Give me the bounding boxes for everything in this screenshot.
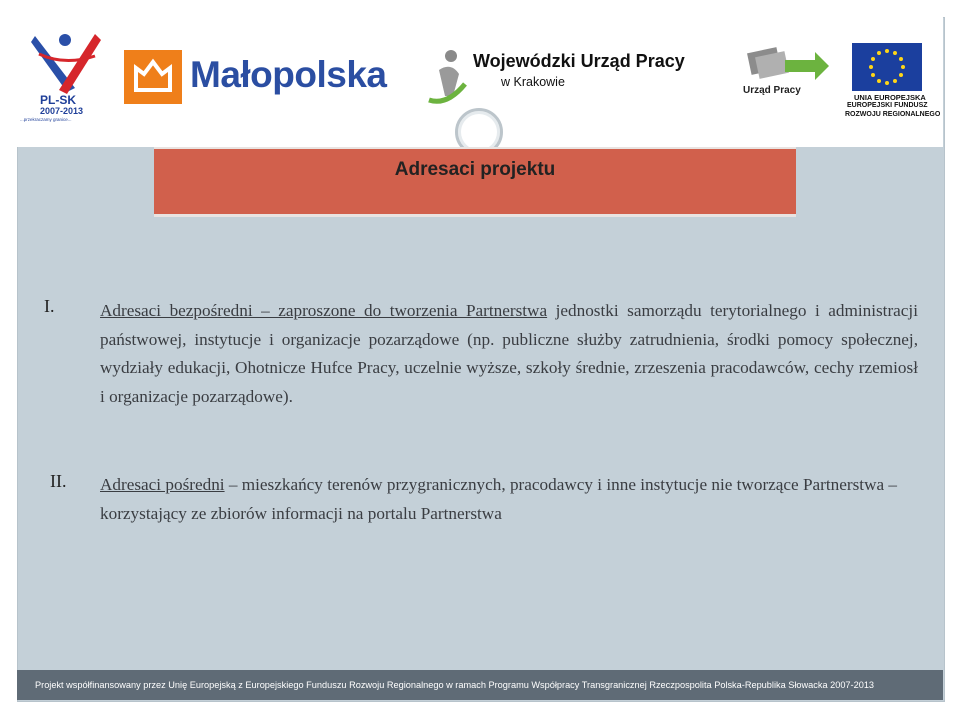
- wup-figure-icon: [425, 48, 469, 106]
- urzad-pracy-logo-text: Urząd Pracy: [743, 85, 801, 96]
- malopolska-logo-text: Małopolska: [190, 54, 387, 95]
- section-1-underlined: Adresaci bezpośredni – zaproszone do tworzenia Partnerstwa: [100, 301, 548, 320]
- section-2-rest: – mieszkańcy terenów przygranicznych, pracodawcy i inne instytucje nie tworzące Partnerstwa – korzystający ze zbiorów informacji na portalu Partnerstwa: [100, 475, 898, 523]
- wup-logo-subtitle: w Krakowie: [501, 75, 565, 89]
- section-2-text: [100, 471, 922, 528]
- section-1-rest: jednostki samorządu terytorialnego i administracji państwowej, instytucje i organizacje pozarządowe (np. publiczne służby zatrudnienia, środki pomocy społecznej, wydziały edukacji, Ohotnicze Hufce Pracy, uczelnie wyższe, szkoły średnie, zrzeszenia pracodawców, cechy rzemiosł i organizacje pozarządowe).: [100, 301, 918, 406]
- footer-bar: [17, 670, 943, 700]
- plsk-logo-text: PL-SK: [40, 93, 76, 107]
- eu-logo-line2: EUROPEJSKI FUNDUSZ: [847, 102, 928, 109]
- eu-logo-line3: ROZWOJU REGIONALNEGO: [845, 111, 941, 118]
- section-2-underlined: Adresaci pośredni: [100, 475, 225, 494]
- slide-title: Adresaci projektu: [394, 159, 556, 180]
- plsk-logo-years: 2007-2013: [40, 106, 84, 116]
- urzad-pracy-icon: [745, 44, 831, 84]
- malopolska-emblem-icon: [124, 50, 182, 104]
- footer-text: Projekt współfinansowany przez Unię Europejską z Europejskiego Funduszu Rozwoju Regionalnego w ramach Programu Współpracy Transgranicznej Rzeczpospolita Polska-Republika Słowacka 2007-2013: [35, 680, 875, 690]
- eu-flag-icon: [852, 43, 922, 91]
- section-2-numeral: II.: [50, 471, 67, 491]
- section-1-text: [100, 297, 918, 411]
- title-banner: [154, 147, 796, 217]
- eu-logo-line1: UNIA EUROPEJSKA: [854, 93, 926, 102]
- wup-logo-title: Wojewódzki Urząd Pracy: [473, 51, 685, 71]
- section-1-numeral: I.: [44, 296, 55, 316]
- plsk-logo-tagline: ...przekraczamy granice...: [20, 117, 72, 122]
